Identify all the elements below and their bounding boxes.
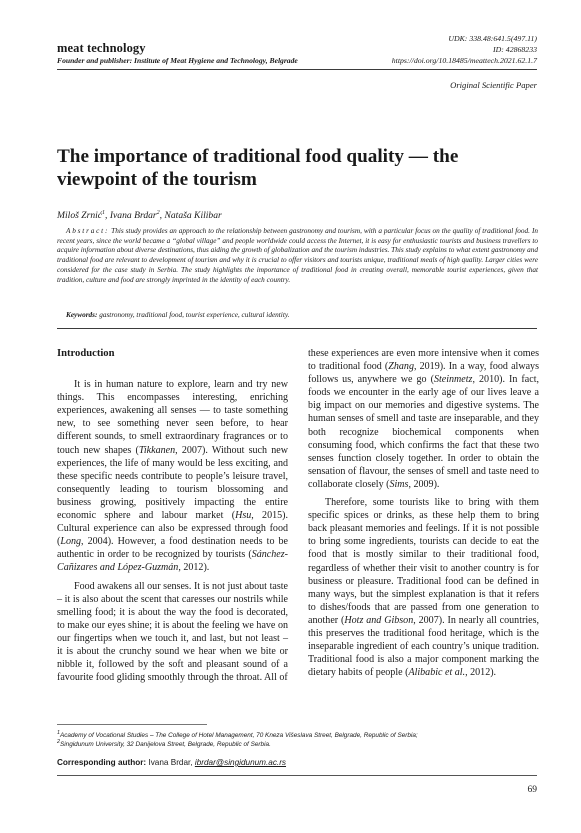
body-paragraph: these experiences are even more intensive when it comes to traditional food (Zhang, 2019). In a way, food always follows us, anywhere we go (Steinmetz, 2010). In fact, foods we encounter in the early age of our lives leave a big impact on our memories and digestive systems. The human senses of smell and taste are inseparable, and they both recognize biochemical components when consuming food, which confirms the fact that these two senses function closely together. In order to obtain the sensation of flavour, the senses of smell and taste need to collaborate closely (Sims, 2009). [308,348,539,490]
section-heading: Introduction [57,348,115,359]
keywords-text: gastronomy, traditional food, tourist experience, cultural identity. [99,311,290,319]
citation: Steinmetz [433,374,473,386]
citation: Hsu [235,510,252,522]
keywords-label: Keywords: [66,311,98,319]
abstract [57,227,538,285]
body-column-right [308,347,539,679]
affiliation-marker: 2 [156,210,160,216]
abstract-divider [57,328,537,329]
footnote-divider [57,724,207,725]
corresponding-name: Ivana Brdar, [148,758,193,767]
article-id: ID: 42868233 [493,45,537,54]
keywords [66,311,536,319]
author-name: Nataša Kilibar [164,210,222,222]
abstract-label: Abstract: [66,227,110,235]
citation: Tikkanen [138,444,176,456]
citation: Long [60,536,82,548]
body-paragraph: It is in human nature to explore, learn and try new things. This encompasses interesting, enriching experiences, awakening all senses — to taste something new, to see something never seen before, to hear different sounds, to smell extraordinary fragrances or to touch new shapes (Tikkanen, 2007). Without such new experiences, the life of many would be less exciting, and these specific needs contribute to people’s leisure travel, consequently leading to tourism blossoming and business growing, positively impacting the entire economic sphere and labour market (Hsu, 2015). Cultural experience can also be expressed through food (Long, 2004). However, a food destination needs to be authentic in order to be recognized by tourists (Sánchez-Cañizares and López-Guzmán, 2012). [57,379,289,574]
citation: Sims [389,478,409,490]
footnote: $^2$Singidunum University, 32 Danijelova Street, Belgrade, Republic of Serbia. [57,739,271,749]
udk-code: UDK: 338.48:641.5(497.11) [448,34,537,43]
footnote: $^1$Academy of Vocational Studies – The College of Hotel Management, 70 Kneza Višeslava Street, Belgrade, Republic of Serbia; [57,730,418,740]
body-column-left [57,347,288,684]
footer-divider [57,775,537,776]
corresponding-author [57,758,286,767]
article-type: Original Scientific Paper [450,80,537,90]
citation: Hotz and Gibson [344,614,414,626]
citation: Zhang [388,361,414,373]
doi-link[interactable]: https://doi.org/10.18485/meattech.2021.62.1.7 [391,56,537,65]
author-list: Miloš Zrnić$^1$, Ivana Brdar$^2$, Nataša Kilibar [57,210,222,222]
corresponding-label: Corresponding author: [57,758,147,767]
body-paragraph: Food awakens all our senses. It is not just about taste – it is also about the scent that caresses our nostrils while smelling food; it is about the way the food is decorated, to make our eyes shine; it is about the feeling we have on our fingertips when we touch it, and last, but not least – it is about the crunchy sound we hear when we bite or nibble it, followed by the soft and pleasant sound of a favourite food gliding smoothly through the throat. All of [57,580,288,684]
citation: Sánchez-Cañizares and López-Guzmán [57,549,288,574]
header-divider [57,69,537,70]
article-title: The importance of traditional food quality — the viewpoint of the tourism [57,146,459,190]
page-number: 69 [527,785,537,795]
citation: Alibabic et al. [408,667,466,679]
author-name: Miloš Zrnić [57,210,103,222]
body-paragraph: Therefore, some tourists like to bring with them specific spices or drinks, as these help them to bring back pleasant memories and feelings. If it is not possible to bring some ingredients, tourists can decide to eat the food that is mostly similar to their traditional food, regardless of whether their visit to another country is for business or pleasure. Traditional food can be defined in many ways, but the simplest explanation is that it refers to dishes/foods that are passed from one generation to another (Hotz and Gibson, 2007). In nearly all countries, this preserves the traditional food heritage, which is the inseparable ingredient of each country’s unique tradition. Traditional food is also a major component marking the dietary habits of people (Alibabic et al., 2012). [308,497,540,679]
journal-name: meat technology [57,41,146,55]
abstract-text: This study provides an approach to the relationship between gastronomy and tourism, with a particular focus on the quality of traditional food. In recent years, since the world became a “global village” and people worldwide could access the Internet, it is easy for enthusiastic tourists and business travellers to acquire information about diverse destinations, thus aiding the growth of globalization and the tourism industries. This study explains to what extent gastronomy and traditional food are relevant to development of tourism and why it is crucial to offer visitors and tourists unique, traditional meals of high quality. Larger cities were considered for the case study in Serbia. The study highlights the importance of traditional food in creating overall, memorable tourist experiences, given that tradition, culture and food are strongly imprinted in the identity of each country. [57,227,538,284]
author-name: Ivana Brdar [109,210,157,222]
publisher-line: Founder and publisher: Institute of Meat Hygiene and Technology, Belgrade [57,56,298,65]
affiliation-marker: 1 [102,210,106,216]
email-link[interactable]: ibrdar@singidunum.ac.rs [194,758,287,767]
